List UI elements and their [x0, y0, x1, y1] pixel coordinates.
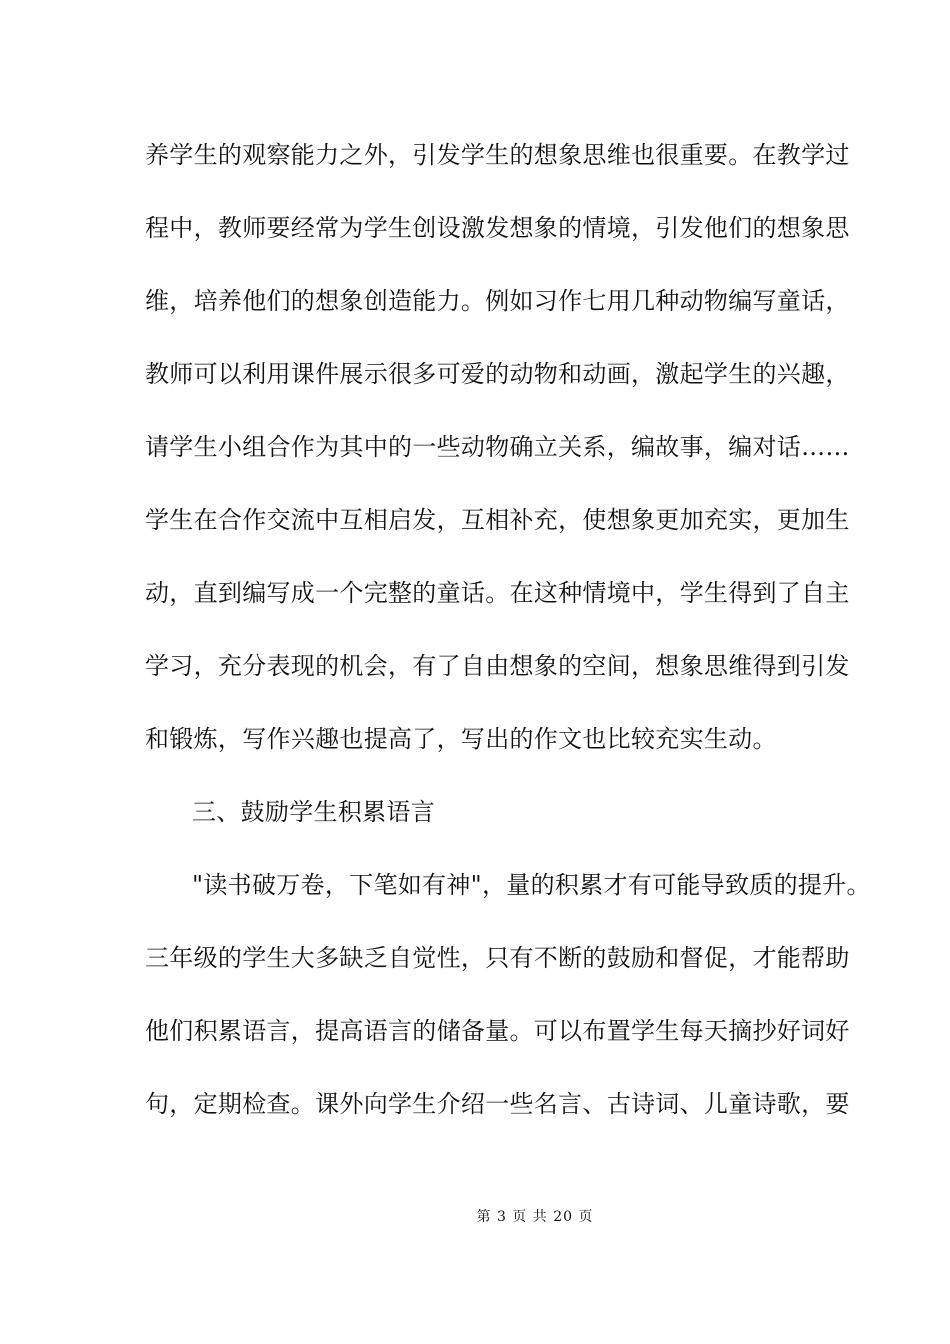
body-text-line: 三年级的学生大多缺乏自觉性，只有不断的鼓励和督促，才能帮助: [145, 944, 850, 972]
body-text-line: 教师可以利用课件展示很多可爱的动物和动画，激起学生的兴趣，: [145, 360, 850, 388]
page-number-footer: 第 3 页 共 20 页: [476, 1209, 594, 1225]
section-heading: 三、鼓励学生积累语言: [192, 798, 435, 826]
body-text-line: 程中，教师要经常为学生创设激发想象的情境，引发他们的想象思: [145, 214, 850, 242]
paragraph-first-line: "读书破万卷，下笔如有神"，量的积累才有可能导致质的提升。: [192, 871, 871, 899]
body-text-line: 动，直到编写成一个完整的童话。在这种情境中，学生得到了自主: [145, 579, 850, 607]
body-text-line: 他们积累语言，提高语言的储备量。可以布置学生每天摘抄好词好: [145, 1017, 850, 1045]
body-text-line: 学习，充分表现的机会，有了自由想象的空间，想象思维得到引发: [145, 652, 850, 680]
body-text-line: 养学生的观察能力之外，引发学生的想象思维也很重要。在教学过: [145, 141, 850, 169]
body-text-line: 维，培养他们的想象创造能力。例如习作七用几种动物编写童话，: [145, 287, 850, 315]
body-text-line: 句，定期检查。课外向学生介绍一些名言、古诗词、儿童诗歌，要: [145, 1090, 850, 1118]
body-text-line: 学生在合作交流中互相启发，互相补充，使想象更加充实，更加生: [145, 506, 850, 534]
body-text-line: 请学生小组合作为其中的一些动物确立关系，编故事，编对话……: [145, 433, 850, 461]
body-text-line: 和锻炼，写作兴趣也提高了，写出的作文也比较充实生动。: [145, 725, 777, 753]
